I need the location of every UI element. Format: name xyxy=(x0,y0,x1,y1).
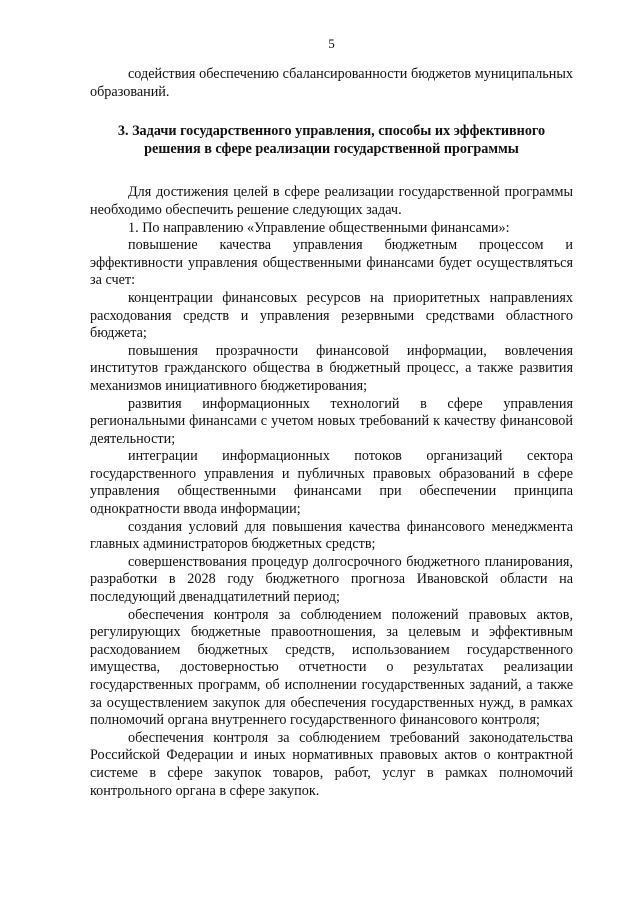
paragraph: 1. По направлению «Управление общественными финансами»: xyxy=(128,219,510,236)
document-page xyxy=(90,0,573,904)
paragraph: Для достижения целей в сфере реализации государственной программы необходимо обеспечить решение следующих задач. xyxy=(90,184,573,218)
section-heading: 3. Задачи государственного управления, способы их эффективного решения в сфере реализации государственной программы xyxy=(117,123,546,157)
paragraph: повышения прозрачности финансовой информации, вовлечения институтов гражданского общества в бюджетный процесс, а также развития механизмов инициативного бюджетирования; xyxy=(90,342,573,394)
paragraph: развития информационных технологий в сфере управления региональными финансами с учетом новых требований к качеству финансовой деятельности; xyxy=(90,395,573,447)
paragraph: обеспечения контроля за соблюдением положений правовых актов, регулирующих бюджетные правоотношения, за целевым и эффективным расходованием бюджетных средств, использованием государственного имущества, достоверностью отчетности о результатах реализации государственных программ, об исполнении государственных заданий, а также за осуществлением закупок для обеспечения государственных нужд, в рамках полномочий органа внутреннего государственного финансового контроля; xyxy=(90,606,573,729)
paragraph: концентрации финансовых ресурсов на приоритетных направлениях расходования средств и управления резервными средствами областного бюджета; xyxy=(90,289,573,342)
page-number: 5 xyxy=(328,36,335,51)
paragraph: интеграции информационных потоков организаций сектора государственного управления и публичных правовых образований в сфере управления общественными финансами при обеспечении принципа однократности ввода информации; xyxy=(90,448,573,518)
paragraph: обеспечения контроля за соблюдением требований законодательства Российской Федерации и иных нормативных правовых актов о контрактной системе в сфере закупок товаров, работ, услуг в рамках полномочий контрольного органа в сфере закупок. xyxy=(90,729,573,799)
paragraph: повышение качества управления бюджетным процессом и эффективности управления общественными финансами будет осуществляться за счет: xyxy=(90,237,573,289)
paragraph-continuation: содействия обеспечению сбалансированности бюджетов муниципальных образований. xyxy=(90,66,573,100)
paragraph: создания условий для повышения качества финансового менеджмента главных администраторов бюджетных средств; xyxy=(90,518,573,553)
paragraph: совершенствования процедур долгосрочного бюджетного планирования, разработки в 2028 году бюджетного прогноза Ивановской области на последующий двенадцатилетний период; xyxy=(90,553,573,606)
document-body xyxy=(90,66,573,800)
